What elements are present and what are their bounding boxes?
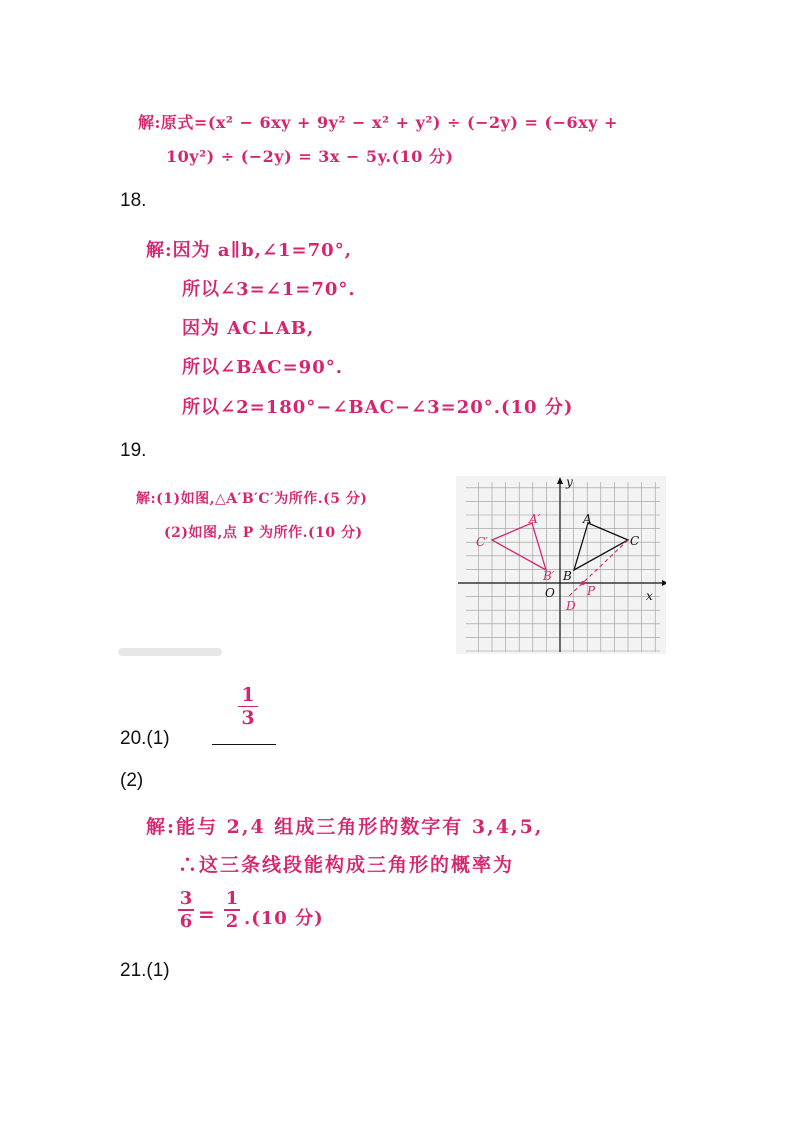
label-p: P — [587, 584, 596, 598]
grid-svg — [456, 476, 666, 654]
q18-line4: 所以∠BAC=90°. — [182, 357, 343, 378]
q17-answer-line1: 解:原式=(x² − 6xy + 9y² − x² + y²) ÷ (−2y) = (−6xy + — [138, 113, 618, 132]
q20-number: 20.(1) — [120, 728, 170, 749]
x-axis-arrow — [662, 580, 666, 586]
q18-number: 18. — [120, 190, 147, 211]
q20-line1: 解:能与 2,4 组成三角形的数字有 3,4,5, — [146, 816, 544, 838]
q19-number: 19. — [120, 440, 147, 461]
q20-line2: ∴这三条线段能构成三角形的概率为 — [178, 854, 515, 876]
origin-label: O — [545, 586, 555, 600]
q20-fraction-1-2 — [224, 888, 240, 932]
q18-line1: 解:因为 a∥b,∠1=70°, — [146, 240, 352, 261]
q18-line3: 因为 AC⊥AB, — [182, 318, 315, 339]
q17-answer-line2: 10y²) ÷ (−2y) = 3x − 5y.(10 分) — [166, 147, 454, 166]
point-p-dot — [581, 581, 585, 585]
q19-line1: 解:(1)如图,△A′B′C′为所作.(5 分) — [136, 491, 368, 507]
fraction-numerator: 1 — [225, 888, 239, 909]
y-axis-label: y — [566, 476, 573, 489]
x-axis-label: x — [646, 589, 653, 603]
q18-line5: 所以∠2=180°−∠BAC−∠3=20°.(10 分) — [182, 397, 574, 418]
y-axis-arrow — [557, 477, 563, 484]
grid-lines — [466, 482, 660, 652]
label-b-prime: B′ — [543, 569, 555, 583]
q20-answer-blank — [212, 744, 276, 745]
q19-line2: (2)如图,点 P 为所作.(10 分) — [164, 525, 363, 541]
label-d: D — [566, 599, 576, 613]
q20-answer-denominator: 3 — [241, 707, 255, 729]
label-a: A — [583, 512, 592, 526]
label-a-prime: A′ — [529, 512, 541, 526]
label-b: B — [563, 569, 572, 583]
q20-answer-numerator: 1 — [241, 684, 255, 706]
q18-line2: 所以∠3=∠1=70°. — [182, 279, 356, 300]
scan-smudge — [118, 648, 222, 656]
q20-answer-fraction — [238, 684, 258, 729]
coordinate-grid-figure — [456, 476, 666, 654]
fraction-denominator: 2 — [225, 911, 239, 932]
fraction-numerator: 3 — [179, 888, 193, 909]
label-c-prime: C′ — [476, 535, 488, 549]
q20-part2-label: (2) — [120, 770, 144, 791]
label-c: C — [630, 534, 640, 548]
equals-sign: = — [198, 902, 215, 926]
fraction-denominator: 6 — [179, 911, 193, 932]
q20-fraction-3-6 — [178, 888, 194, 932]
q21-number: 21.(1) — [120, 960, 170, 981]
q20-tail: .(10 分) — [244, 908, 324, 929]
